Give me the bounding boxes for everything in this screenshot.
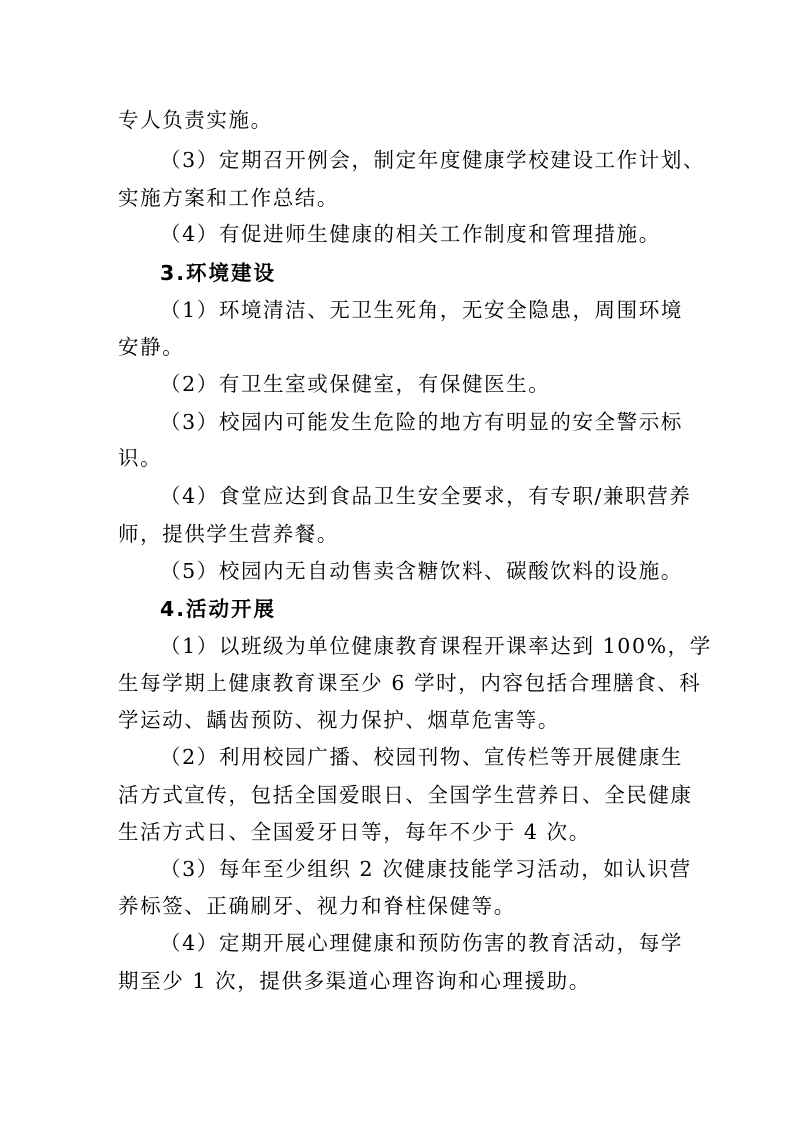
paragraph-line: 识。	[118, 446, 163, 470]
paragraph-line: 期至少 1 次，提供多渠道心理咨询和心理援助。	[118, 969, 591, 993]
section-heading: 4.活动开展	[160, 597, 277, 621]
paragraph-line: 养标签、正确刷牙、视力和脊柱保健等。	[118, 894, 516, 918]
paragraph-line: 专人负责实施。	[118, 108, 273, 132]
paragraph-line: （4）有促进师生健康的相关工作制度和管理措施。	[160, 222, 661, 246]
paragraph-line: （4）定期开展心理健康和预防伤害的教育活动，每学	[160, 931, 683, 955]
paragraph-line: 学运动、龋齿预防、视力保护、烟草危害等。	[118, 708, 560, 732]
paragraph-line: 生活方式日、全国爱牙日等，每年不少于 4 次。	[118, 820, 591, 844]
paragraph-line: （2）利用校园广播、校园刊物、宣传栏等开展健康生	[160, 745, 683, 769]
section-heading: 3.环境建设	[160, 261, 277, 285]
paragraph-line: 活方式宣传，包括全国爱眼日、全国学生营养日、全民健康	[118, 783, 693, 807]
paragraph-line: 师，提供学生营养餐。	[118, 522, 339, 546]
paragraph-line: （3）定期召开例会，制定年度健康学校建设工作计划、	[160, 148, 706, 172]
paragraph-line: （3）校园内可能发生危险的地方有明显的安全警示标	[160, 410, 683, 434]
paragraph-line: 实施方案和工作总结。	[118, 186, 339, 210]
paragraph-line: （1）环境清洁、无卫生死角，无安全隐患，周围环境	[160, 298, 683, 322]
paragraph-line: （5）校园内无自动售卖含糖饮料、碳酸饮料的设施。	[160, 559, 683, 583]
paragraph-line: （3）每年至少组织 2 次健康技能学习活动，如认识营	[160, 857, 692, 881]
paragraph-line: （4）食堂应达到食品卫生安全要求，有专职/兼职营养	[160, 484, 692, 508]
paragraph-line: 生每学期上健康教育课至少 6 学时，内容包括合理膳食、科	[118, 671, 702, 695]
paragraph-line: （1）以班级为单位健康教育课程开课率达到 100%，学	[160, 634, 712, 658]
paragraph-line: 安静。	[118, 335, 185, 359]
paragraph-line: （2）有卫生室或保健室，有保健医生。	[160, 372, 551, 396]
